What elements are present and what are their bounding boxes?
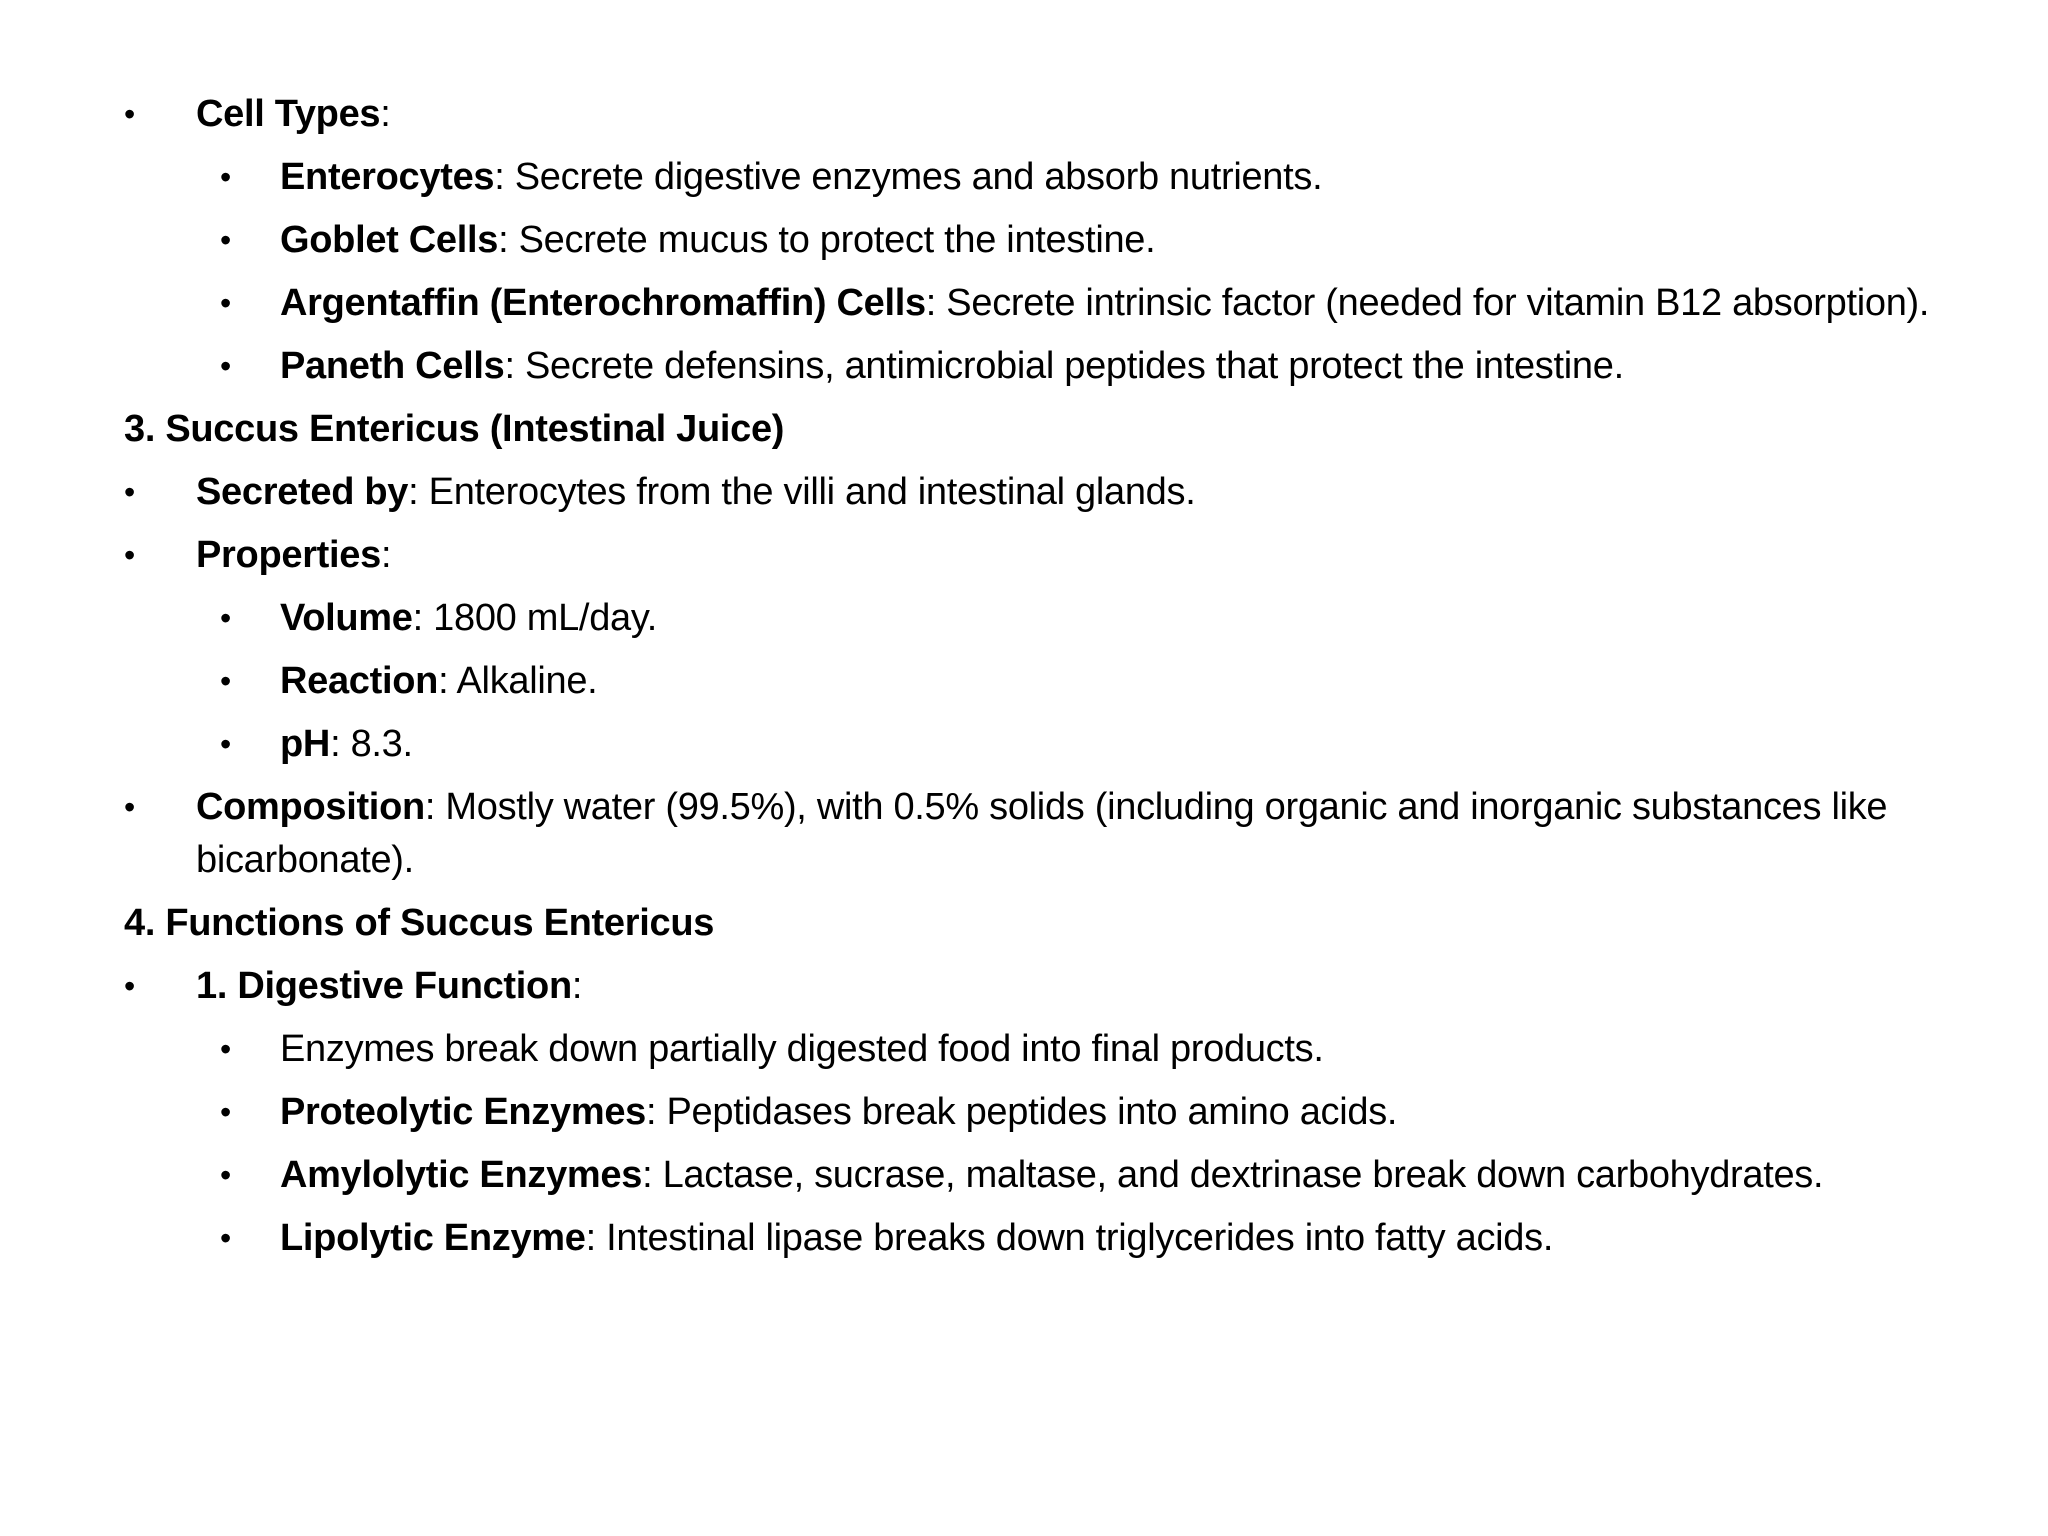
item-bold-label: Proteolytic Enzymes <box>280 1091 646 1133</box>
item-bold-label: Properties <box>196 534 381 576</box>
list-item-volume <box>124 592 1984 645</box>
item-bold-label: Volume <box>280 597 413 639</box>
list-item-enzymes-break-down <box>124 1023 1984 1076</box>
list-item-reaction <box>124 655 1984 708</box>
list-item-secreted-by <box>124 466 1984 519</box>
item-text: : Lactase, sucrase, maltase, and dextrinase break down carbohydrates. <box>642 1154 1824 1196</box>
bullet-icon: • <box>124 96 135 132</box>
item-text: : Enterocytes from the villi and intestinal glands. <box>408 471 1196 513</box>
section-heading-functions <box>124 897 1984 950</box>
bullet-icon: • <box>220 726 231 762</box>
bullet-icon: • <box>220 1220 231 1256</box>
bullet-icon: • <box>124 474 135 510</box>
heading-text: 3. Succus Entericus (Intestinal Juice) <box>124 408 785 450</box>
bullet-icon: • <box>220 1094 231 1130</box>
item-bold-label: pH <box>280 723 331 765</box>
list-item-ph <box>124 718 1984 771</box>
item-text: : Secrete defensins, antimicrobial peptides that protect the intestine. <box>504 345 1624 387</box>
list-item-lipolytic-enzyme <box>124 1212 1984 1265</box>
item-bold-label: Secreted by <box>196 471 409 513</box>
bullet-icon: • <box>220 1157 231 1193</box>
item-bold-label: Enterocytes <box>280 156 495 198</box>
item-bold-label: Cell Types <box>196 93 381 135</box>
item-bold-label: 1. Digestive Function <box>196 965 572 1007</box>
item-text: : Alkaline. <box>438 660 598 702</box>
item-text: : Secrete mucus to protect the intestine. <box>498 219 1156 261</box>
heading-text: 4. Functions of Succus Entericus <box>124 902 715 944</box>
item-bold-label: Argentaffin (Enterochromaffin) Cells <box>280 282 926 324</box>
section-heading-succus-entericus <box>124 403 1984 456</box>
list-item-paneth-cells <box>124 340 1984 393</box>
item-text: : Secrete intrinsic factor (needed for vitamin B12 absorption). <box>925 282 1930 324</box>
item-bold-label: Goblet Cells <box>280 219 499 261</box>
list-item-goblet-cells <box>124 214 1984 267</box>
slide-content <box>124 88 1984 1275</box>
item-bold-label: Lipolytic Enzyme <box>280 1217 586 1259</box>
bullet-icon: • <box>124 537 135 573</box>
item-bold-label: Paneth Cells <box>280 345 505 387</box>
bullet-icon: • <box>220 348 231 384</box>
item-text: : Secrete digestive enzymes and absorb nutrients. <box>494 156 1323 198</box>
list-item-enterocytes <box>124 151 1984 204</box>
list-item-proteolytic-enzymes <box>124 1086 1984 1139</box>
item-text: : <box>571 965 583 1007</box>
list-item-digestive-function <box>124 960 1984 1013</box>
item-text: : <box>380 534 392 576</box>
list-item-argentaffin-cells <box>124 277 1984 330</box>
bullet-icon: • <box>220 159 231 195</box>
item-text: Enzymes break down partially digested food into final products. <box>280 1028 1324 1070</box>
list-item-composition <box>124 781 1984 887</box>
item-bold-label: Reaction <box>280 660 439 702</box>
item-text: : 1800 mL/day. <box>412 597 657 639</box>
item-bold-label: Amylolytic Enzymes <box>280 1154 643 1196</box>
list-item-properties <box>124 529 1984 582</box>
item-text: : Intestinal lipase breaks down triglycerides into fatty acids. <box>585 1217 1554 1259</box>
item-text: : 8.3. <box>330 723 413 765</box>
bullet-icon: • <box>220 600 231 636</box>
item-text: : <box>380 93 391 135</box>
list-item-amylolytic-enzymes <box>124 1149 1984 1202</box>
bullet-icon: • <box>220 285 231 321</box>
bullet-icon: • <box>220 1031 231 1067</box>
list-item-cell-types <box>124 88 1984 141</box>
item-text: : Peptidases break peptides into amino acids. <box>646 1091 1398 1133</box>
bullet-icon: • <box>220 663 231 699</box>
bullet-icon: • <box>220 222 231 258</box>
item-text: : Mostly water (99.5%), with 0.5% solids (including organic and inorganic substances like bicarbonate). <box>196 786 1888 881</box>
item-bold-label: Composition <box>196 786 425 828</box>
bullet-icon: • <box>124 968 135 1004</box>
bullet-icon: • <box>124 789 135 825</box>
